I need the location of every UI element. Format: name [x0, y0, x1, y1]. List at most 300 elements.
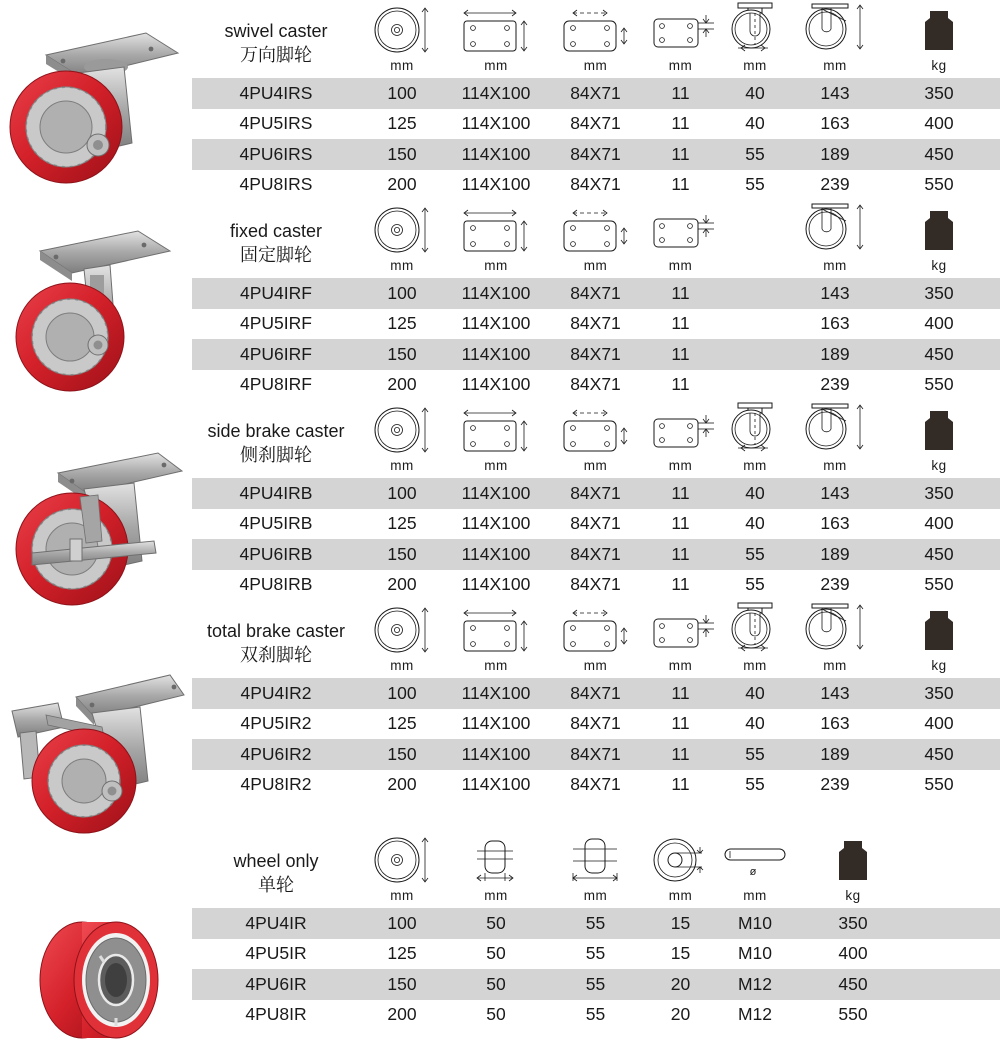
table-row[interactable]: [192, 370, 1000, 401]
cell-wheel_dia: 125: [387, 713, 417, 734]
column-unit-total_height: mm: [823, 258, 847, 273]
table-row[interactable]: [192, 1000, 1000, 1031]
load-weight-icon: [917, 605, 961, 655]
section-wheel-only: [192, 826, 1000, 1030]
overall-height-icon: [800, 201, 870, 255]
section-side-brake-caster: [192, 400, 1000, 600]
cell-bolt_dia: 11: [671, 682, 690, 703]
cell-swivel_offset: 40: [745, 82, 765, 103]
column-header-plate_size: [444, 605, 548, 678]
top-plate-size-icon: [456, 405, 536, 455]
cell-swivel_offset: 55: [745, 574, 765, 595]
cell-load: 400: [924, 113, 954, 134]
column-header-wheel_dia: [360, 405, 444, 478]
cell-bolt_pattern: 84X71: [570, 774, 621, 795]
cell-wheel_dia: 200: [387, 174, 417, 195]
axle-bolt-icon: [717, 835, 793, 885]
overall-height-icon: [800, 1, 870, 55]
column-unit-total_height: mm: [823, 458, 847, 473]
column-unit-bore: mm: [668, 888, 693, 903]
swivel-offset-icon: [724, 1, 786, 55]
wheel-diameter-icon: [371, 605, 433, 655]
cell-model: 4PU4IRF: [240, 282, 312, 303]
column-unit-total_height: mm: [823, 658, 847, 673]
cell-axle: M10: [737, 943, 773, 964]
cell-load: 400: [838, 943, 868, 964]
section-title-en: swivel caster: [224, 21, 328, 42]
cell-plate_size: 114X100: [461, 774, 531, 795]
column-unit-tread_width: mm: [484, 888, 508, 903]
side-brake-caster-photo: [0, 432, 192, 628]
cell-model: 4PU6IRB: [239, 543, 313, 564]
cell-bolt_dia: 11: [671, 343, 690, 364]
cell-bolt_pattern: 84X71: [570, 343, 621, 364]
cell-bolt_dia: 11: [671, 574, 690, 595]
cell-wheel_dia: 100: [387, 482, 417, 503]
section-title-en: side brake caster: [207, 421, 345, 442]
section-title-en: wheel only: [233, 851, 319, 872]
cell-wheel_dia: 150: [387, 343, 417, 364]
section-title-cn: 双刹脚轮: [240, 644, 312, 666]
cell-total_height: 189: [820, 143, 850, 164]
column-unit-wheel_dia: mm: [390, 258, 414, 273]
cell-bolt_dia: 11: [671, 313, 690, 334]
cell-model: 4PU4IR: [245, 912, 307, 933]
cell-wheel_dia: 150: [387, 143, 417, 164]
cell-bolt_pattern: 84X71: [570, 543, 621, 564]
cell-plate_size: 114X100: [461, 282, 531, 303]
column-header-bolt_pattern: [548, 5, 643, 78]
cell-model: 4PU4IRS: [239, 82, 313, 103]
section-gap: [192, 800, 1000, 826]
table-row[interactable]: [192, 78, 1000, 109]
column-header-swivel_offset: [718, 273, 792, 278]
swivel-offset-icon: [724, 601, 786, 655]
column-header-load: [792, 835, 914, 908]
cell-load: 450: [838, 973, 868, 994]
section-header-swivel-caster: [192, 0, 1000, 78]
cell-total_height: 163: [820, 313, 850, 334]
fixed-caster-photo: [0, 212, 192, 408]
cell-swivel_offset: 40: [745, 513, 765, 534]
cell-total_height: 143: [820, 282, 850, 303]
cell-swivel_offset: 40: [745, 113, 765, 134]
cell-wheel_dia: 100: [387, 682, 417, 703]
column-header-plate_size: [444, 205, 548, 278]
cell-wheel_dia: 125: [387, 113, 417, 134]
table-row[interactable]: [192, 109, 1000, 140]
cell-wheel_dia: 150: [387, 973, 417, 994]
cell-total_height: 143: [820, 682, 850, 703]
cell-bolt_pattern: 84X71: [570, 482, 621, 503]
cell-tread_width: 50: [486, 973, 506, 994]
section-fixed-caster: [192, 200, 1000, 400]
cell-total_height: 239: [820, 174, 850, 195]
cell-bore: 15: [670, 912, 691, 933]
column-header-total_height: [792, 601, 878, 678]
cell-total_height: 163: [820, 513, 850, 534]
column-header-bolt_pattern: [548, 405, 643, 478]
cell-model: 4PU6IRF: [240, 343, 312, 364]
column-unit-bolt_pattern: mm: [583, 458, 608, 473]
table-row[interactable]: [192, 170, 1000, 201]
column-header-total_height: [792, 201, 878, 278]
column-unit-plate_size: mm: [484, 258, 508, 273]
section-title-cn: 万向脚轮: [240, 44, 312, 66]
bolt-hole-diameter-icon: [648, 5, 714, 55]
cell-axle: M10: [737, 912, 773, 933]
table-row[interactable]: [192, 770, 1000, 801]
column-unit-swivel_offset: mm: [743, 458, 767, 473]
swivel-offset-icon: [724, 401, 786, 455]
top-plate-size-icon: [456, 205, 536, 255]
cell-bolt_dia: 11: [671, 543, 690, 564]
svg-text:ø: ø: [749, 866, 757, 878]
cell-total_height: 189: [820, 343, 850, 364]
section-title-en: total brake caster: [206, 621, 346, 642]
cell-wheel_dia: 100: [387, 82, 417, 103]
cell-bolt_dia: 11: [671, 374, 690, 395]
cell-bolt_pattern: 84X71: [570, 174, 621, 195]
cell-load: 350: [924, 82, 954, 103]
load-weight-icon: [917, 205, 961, 255]
cell-load: 350: [924, 282, 954, 303]
wheel-diameter-icon: [371, 5, 433, 55]
cell-model: 4PU8IRS: [239, 174, 313, 195]
cell-bore: 20: [670, 973, 691, 994]
cell-load: 450: [924, 543, 954, 564]
cell-total_height: 239: [820, 774, 850, 795]
cell-model: 4PU5IR: [245, 943, 307, 964]
column-unit-wheel_dia: mm: [390, 888, 414, 903]
cell-plate_size: 114X100: [461, 174, 531, 195]
swivel-caster-photo: [0, 8, 192, 204]
column-unit-total_height: mm: [823, 58, 847, 73]
cell-hub_length: 55: [585, 912, 606, 933]
cell-bolt_dia: 11: [671, 743, 690, 764]
total-brake-caster-photo: [0, 650, 192, 846]
column-header-bolt_pattern: [548, 605, 643, 678]
section-header-side-brake-caster: [192, 400, 1000, 478]
table-row[interactable]: [192, 509, 1000, 540]
cell-load: 400: [924, 713, 954, 734]
table-row[interactable]: [192, 678, 1000, 709]
cell-bore: 20: [670, 1004, 691, 1025]
cell-total_height: 163: [820, 713, 850, 734]
cell-bolt_pattern: 84X71: [570, 743, 621, 764]
column-header-total_height: [792, 1, 878, 78]
column-unit-plate_size: mm: [484, 58, 508, 73]
cell-load: 400: [924, 313, 954, 334]
bolt-hole-pattern-icon: [556, 605, 636, 655]
cell-load: 350: [838, 912, 868, 933]
cell-bolt_dia: 11: [671, 774, 690, 795]
cell-load: 550: [924, 174, 954, 195]
table-row[interactable]: [192, 278, 1000, 309]
table-row[interactable]: [192, 339, 1000, 370]
table-row[interactable]: [192, 969, 1000, 1000]
column-header-plate_size: [444, 5, 548, 78]
column-header-plate_size: [444, 405, 548, 478]
cell-wheel_dia: 200: [387, 1004, 417, 1025]
wheel-diameter-icon: [371, 405, 433, 455]
cell-hub_length: 55: [585, 973, 606, 994]
cell-plate_size: 114X100: [461, 713, 531, 734]
cell-total_height: 163: [820, 113, 850, 134]
column-header-load: [878, 405, 1000, 478]
column-unit-plate_size: mm: [484, 458, 508, 473]
cell-model: 4PU4IRB: [239, 482, 313, 503]
cell-model: 4PU6IR: [245, 973, 307, 994]
column-header-bolt_pattern: [548, 205, 643, 278]
cell-bolt_dia: 11: [671, 482, 690, 503]
cell-hub_length: 55: [585, 943, 606, 964]
overall-height-icon: [800, 601, 870, 655]
bolt-hole-diameter-icon: [648, 605, 714, 655]
cell-bolt_pattern: 84X71: [570, 282, 621, 303]
column-header-wheel_dia: [360, 5, 444, 78]
column-unit-swivel_offset: mm: [743, 658, 767, 673]
cell-plate_size: 114X100: [461, 113, 531, 134]
section-title-swivel-caster: [192, 20, 360, 78]
cell-bolt_dia: 11: [671, 513, 690, 534]
column-header-bolt_dia: [643, 405, 718, 478]
cell-plate_size: 114X100: [461, 574, 531, 595]
cell-model: 4PU5IRF: [240, 313, 312, 334]
cell-tread_width: 50: [486, 943, 506, 964]
cell-axle: M12: [737, 973, 773, 994]
hub-length-icon: [563, 835, 629, 885]
section-total-brake-caster: [192, 600, 1000, 800]
cell-plate_size: 114X100: [461, 482, 531, 503]
column-unit-bolt_pattern: mm: [583, 658, 608, 673]
cell-plate_size: 114X100: [461, 682, 531, 703]
cell-wheel_dia: 150: [387, 543, 417, 564]
table-row[interactable]: [192, 139, 1000, 170]
column-unit-load: kg: [845, 888, 861, 903]
table-row[interactable]: [192, 478, 1000, 509]
cell-wheel_dia: 200: [387, 774, 417, 795]
section-title-cn: 单轮: [258, 874, 294, 896]
cell-bolt_pattern: 84X71: [570, 82, 621, 103]
column-unit-bolt_pattern: mm: [583, 58, 608, 73]
cell-bolt_dia: 11: [671, 713, 690, 734]
cell-bolt_pattern: 84X71: [570, 374, 621, 395]
cell-bolt_pattern: 84X71: [570, 713, 621, 734]
column-header-load: [878, 605, 1000, 678]
cell-load: 350: [924, 682, 954, 703]
table-row[interactable]: [192, 309, 1000, 340]
overall-height-icon: [800, 401, 870, 455]
column-header-wheel_dia: [360, 605, 444, 678]
bolt-hole-diameter-icon: [648, 405, 714, 455]
column-header-wheel_dia: [360, 205, 444, 278]
cell-wheel_dia: 150: [387, 743, 417, 764]
cell-model: 4PU8IR: [245, 1004, 307, 1025]
cell-load: 550: [924, 774, 954, 795]
cell-model: 4PU5IR2: [240, 713, 312, 734]
column-unit-bolt_dia: mm: [668, 658, 693, 673]
cell-plate_size: 114X100: [461, 374, 531, 395]
column-header-axle: [718, 835, 792, 908]
cell-wheel_dia: 200: [387, 574, 417, 595]
cell-model: 4PU8IRF: [240, 374, 312, 395]
cell-swivel_offset: 55: [745, 743, 765, 764]
column-header-tread_width: [444, 835, 548, 908]
column-unit-wheel_dia: mm: [390, 58, 414, 73]
section-header-total-brake-caster: [192, 600, 1000, 678]
bolt-hole-diameter-icon: [648, 205, 714, 255]
column-header-bolt_dia: [643, 205, 718, 278]
cell-load: 550: [838, 1004, 868, 1025]
load-weight-icon: [917, 405, 961, 455]
cell-load: 550: [924, 374, 954, 395]
column-unit-bolt_dia: mm: [668, 58, 693, 73]
cell-swivel_offset: 55: [745, 174, 765, 195]
cell-bolt_pattern: 84X71: [570, 143, 621, 164]
column-unit-plate_size: mm: [484, 658, 508, 673]
wheel-only-photo: [0, 905, 192, 1055]
cell-load: 550: [924, 574, 954, 595]
cell-swivel_offset: 55: [745, 774, 765, 795]
tread-width-icon: [463, 835, 529, 885]
column-unit-load: kg: [931, 58, 947, 73]
cell-total_height: 143: [820, 482, 850, 503]
cell-hub_length: 55: [585, 1004, 606, 1025]
section-title-cn: 侧刹脚轮: [240, 444, 312, 466]
column-header-load: [878, 205, 1000, 278]
column-unit-load: kg: [931, 658, 947, 673]
cell-wheel_dia: 125: [387, 313, 417, 334]
cell-model: 4PU6IR2: [240, 743, 312, 764]
cell-bore: 15: [670, 943, 691, 964]
section-header-fixed-caster: [192, 200, 1000, 278]
cell-load: 450: [924, 743, 954, 764]
column-header-hub_length: [548, 835, 643, 908]
cell-plate_size: 114X100: [461, 343, 531, 364]
cell-bolt_dia: 11: [671, 82, 690, 103]
cell-swivel_offset: 55: [745, 143, 765, 164]
section-header-wheel-only: [192, 826, 1000, 908]
section-title-cn: 固定脚轮: [240, 244, 312, 266]
cell-wheel_dia: 200: [387, 374, 417, 395]
cell-load: 350: [924, 482, 954, 503]
cell-bolt_pattern: 84X71: [570, 574, 621, 595]
column-header-load: [878, 5, 1000, 78]
column-header-swivel_offset: [718, 1, 792, 78]
cell-plate_size: 114X100: [461, 543, 531, 564]
bolt-hole-pattern-icon: [556, 405, 636, 455]
table-row[interactable]: [192, 908, 1000, 939]
column-unit-bolt_dia: mm: [668, 458, 693, 473]
cell-plate_size: 114X100: [461, 513, 531, 534]
cell-load: 450: [924, 143, 954, 164]
cell-swivel_offset: 55: [745, 543, 765, 564]
column-unit-wheel_dia: mm: [390, 658, 414, 673]
cell-bolt_dia: 11: [671, 113, 690, 134]
table-row[interactable]: [192, 739, 1000, 770]
cell-total_height: 189: [820, 743, 850, 764]
column-header-swivel_offset: [718, 401, 792, 478]
cell-plate_size: 114X100: [461, 313, 531, 334]
cell-model: 4PU6IRS: [239, 143, 313, 164]
cell-bolt_pattern: 84X71: [570, 313, 621, 334]
top-plate-size-icon: [456, 605, 536, 655]
cell-wheel_dia: 125: [387, 943, 417, 964]
wheel-diameter-icon: [371, 835, 433, 885]
cell-bolt_pattern: 84X71: [570, 113, 621, 134]
column-header-total_height: [792, 401, 878, 478]
cell-bolt_dia: 11: [671, 282, 690, 303]
cell-total_height: 239: [820, 374, 850, 395]
cell-swivel_offset: 40: [745, 482, 765, 503]
section-title-en: fixed caster: [229, 221, 323, 242]
table-row[interactable]: [192, 709, 1000, 740]
cell-total_height: 143: [820, 82, 850, 103]
section-swivel-caster: [192, 0, 1000, 200]
cell-wheel_dia: 100: [387, 912, 417, 933]
cell-total_height: 239: [820, 574, 850, 595]
wheel-diameter-icon: [371, 205, 433, 255]
cell-bolt_dia: 11: [671, 143, 690, 164]
column-unit-axle: mm: [743, 888, 767, 903]
cell-model: 4PU5IRS: [239, 113, 313, 134]
cell-bolt_pattern: 84X71: [570, 513, 621, 534]
cell-plate_size: 114X100: [461, 743, 531, 764]
cell-model: 4PU5IRB: [239, 513, 313, 534]
column-unit-bolt_dia: mm: [668, 258, 693, 273]
table-row[interactable]: [192, 539, 1000, 570]
load-weight-icon: [917, 5, 961, 55]
cell-wheel_dia: 100: [387, 282, 417, 303]
column-unit-load: kg: [931, 458, 947, 473]
product-photo-column: [0, 0, 192, 1059]
cell-model: 4PU8IRB: [239, 574, 313, 595]
cell-wheel_dia: 125: [387, 513, 417, 534]
top-plate-size-icon: [456, 5, 536, 55]
cell-plate_size: 114X100: [461, 143, 531, 164]
section-title-total-brake-caster: [192, 620, 360, 678]
cell-model: 4PU4IR2: [240, 682, 312, 703]
cell-tread_width: 50: [486, 912, 506, 933]
column-header-bolt_dia: [643, 5, 718, 78]
column-unit-swivel_offset: mm: [743, 58, 767, 73]
cell-bolt_pattern: 84X71: [570, 682, 621, 703]
section-title-side-brake-caster: [192, 420, 360, 478]
table-row[interactable]: [192, 939, 1000, 970]
cell-plate_size: 114X100: [461, 82, 531, 103]
table-row[interactable]: [192, 570, 1000, 601]
bolt-hole-pattern-icon: [556, 5, 636, 55]
cell-load: 400: [924, 513, 954, 534]
column-header-swivel_offset: [718, 601, 792, 678]
column-unit-bolt_pattern: mm: [583, 258, 608, 273]
load-weight-icon: [831, 835, 875, 885]
cell-load: 450: [924, 343, 954, 364]
section-title-wheel-only: [192, 850, 360, 908]
section-title-fixed-caster: [192, 220, 360, 278]
column-header-wheel_dia: [360, 835, 444, 908]
column-header-bore: [643, 835, 718, 908]
bolt-hole-pattern-icon: [556, 205, 636, 255]
cell-swivel_offset: 40: [745, 713, 765, 734]
spec-table: [192, 0, 1000, 1059]
column-header-bolt_dia: [643, 605, 718, 678]
column-unit-load: kg: [931, 258, 947, 273]
cell-model: 4PU8IR2: [240, 774, 312, 795]
cell-bolt_dia: 11: [671, 174, 690, 195]
cell-tread_width: 50: [486, 1004, 506, 1025]
